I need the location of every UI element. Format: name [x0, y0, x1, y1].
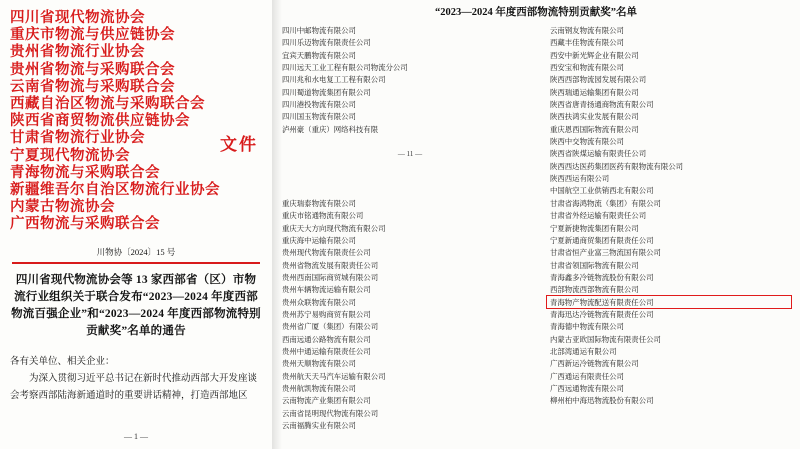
- list-item: 青海迅达冷链物流有限责任公司: [550, 309, 654, 319]
- list-item: 宜宾天鹏物流有限公司: [282, 50, 356, 60]
- list-item: 广西通运有限责任公司: [550, 371, 624, 381]
- list-item: 四川乐迈物流有限责任公司: [282, 38, 371, 48]
- list-columns: [272, 19, 800, 449]
- list-item: 贵州省广厦（集团）有限公司: [282, 322, 379, 332]
- red-header-line: 贵州省物流行业协会: [10, 44, 145, 61]
- list-item: 四川国玉物流有限公司: [282, 112, 356, 122]
- list-item: 贵州天顺物流有限公司: [282, 359, 356, 369]
- list-item: 西安中新光辉企业有限公司: [550, 50, 639, 60]
- body-line: 为深入贯彻习近平总书记在新时代推动西部大开发座谈: [29, 373, 258, 384]
- list-item: 西部物流西部物流有限公司: [550, 285, 639, 295]
- list-item: 陕西中交物流有限公司: [550, 137, 624, 147]
- document-title: 四川省现代物流协会等 13 家西部省（区）市物流行业组织关于联合发布“2023—2024 年度西部物流百强企业”和“2023—2024 年度西部物流特别贡献奖”名单的通告: [11, 273, 261, 337]
- list-item: 重庆恩西国际物流有限公司: [550, 124, 639, 134]
- list-item: 四川兆和水电复工工程有限公司: [282, 75, 386, 85]
- list-item: 云南福腾实业有限公司: [282, 421, 356, 430]
- list-item: 青海德中物流有限公司: [550, 322, 624, 332]
- list-item: 陕西西部物流园发展有限公司: [550, 75, 647, 85]
- red-header-line: 西藏自治区物流与采购联合会: [10, 96, 205, 113]
- list-item: 西安宝和物流有限公司: [550, 63, 624, 73]
- list-item: 宁夏新通商贸集团有限责任公司: [550, 235, 654, 245]
- list-item: 四川蜀道物流集团有限公司: [282, 87, 371, 97]
- list-item: 宁夏新捷物流集团有限公司: [550, 223, 639, 233]
- list-item: 青海鑫多冷链物流股份有限公司: [550, 272, 654, 282]
- list-item: 甘肃省恒产业富三物流国有限公司: [550, 248, 661, 258]
- right-document-page: [272, 0, 800, 449]
- list-item: 陕西省陕煤运输有限责任公司: [550, 149, 647, 159]
- document-number: 川物协〔2024〕15 号: [96, 246, 176, 257]
- list-item: 云南物流产业集团有限公司: [282, 396, 371, 406]
- list-item: 内蒙古亚欧国际物流有限责任公司: [550, 334, 661, 344]
- list-item: 陕西西达医药集团医药有限物流有限公司: [550, 161, 684, 171]
- column-spacer: [282, 185, 538, 197]
- document-body: [10, 354, 262, 405]
- list-item: 广西新运冷链物流有限公司: [550, 359, 639, 369]
- list-item: 西藏丰佳物流有限公司: [550, 38, 624, 48]
- list-item: 泸州豪（重庆）网络科技有限: [282, 124, 379, 134]
- column-spacer: [282, 173, 538, 185]
- red-header-line: 内蒙古物流协会: [10, 199, 115, 216]
- list-item: 西南远通公路物流有限公司: [282, 334, 371, 344]
- list-item: 陕西扶鸿实业发展有限公司: [550, 112, 639, 122]
- list-item: 贵州众联物流有限公司: [282, 297, 356, 307]
- list-item: 陕西省唐青扬通商物流有限公司: [550, 100, 654, 110]
- list-item: 贵州省物流发展有限责任公司: [282, 260, 379, 270]
- list-item: 广西远通物流有限公司: [550, 383, 624, 393]
- red-header-line: 重庆市物流与供应链协会: [10, 27, 175, 44]
- list-item: 北部湾通运有限公司: [550, 346, 617, 356]
- red-header-line: 四川省现代物流协会: [10, 10, 145, 26]
- list-column-right: [544, 25, 796, 449]
- red-header-line: 广西物流与采购联合会: [10, 216, 160, 233]
- list-item: 贵州航凯物流有限公司: [282, 383, 356, 393]
- list-item: 四川远天工业工程有限公司物流分公司: [282, 63, 408, 73]
- list-item: 甘肃省领国际物流有限公司: [550, 260, 639, 270]
- body-line: 各有关单位、相关企业：: [10, 356, 115, 367]
- list-item: 云南钢友物流有限公司: [550, 26, 624, 35]
- red-header-block: [10, 10, 262, 234]
- document-stamp-label: 文件: [220, 135, 258, 154]
- list-item: 贵州航天天马汽车运输有限公司: [282, 371, 386, 381]
- red-header-line: 新疆维吾尔自治区物流行业协会: [10, 182, 220, 199]
- list-item: 重庆瑞泰物流有限公司: [282, 198, 356, 208]
- list-item: 中国航空工业供销西北有限公司: [550, 186, 654, 196]
- left-document-page: [0, 0, 272, 449]
- list-item: 四川中邮物流有限公司: [282, 26, 356, 35]
- red-header-line: 甘肃省物流行业协会: [10, 130, 145, 147]
- list-item: 贵州现代物流有限责任公司: [282, 248, 371, 258]
- red-header-line: 青海物流与采购联合会: [10, 164, 160, 181]
- red-header-line: 云南省物流与采购联合会: [10, 78, 175, 95]
- list-item: 甘肃省外经运输有限责任公司: [550, 211, 647, 221]
- list-item-highlighted: 青海物产物流配送有限责任公司: [550, 297, 654, 307]
- red-divider-rule: [12, 262, 260, 264]
- list-item: 重庆海中运输有限公司: [282, 235, 356, 245]
- list-item: 贵州苏宁易购商贸有限公司: [282, 309, 371, 319]
- list-item: 四川港投物流有限公司: [282, 100, 356, 110]
- column-spacer: [282, 161, 538, 173]
- red-header-line: 贵州省物流与采购联合会: [10, 61, 175, 78]
- list-item: 贵州中通运输有限责任公司: [282, 346, 371, 356]
- list-column-middle: [276, 25, 538, 449]
- red-header-line: 陕西省商贸物流供应链协会: [10, 113, 190, 130]
- list-item: 甘肃省海鸿物流（集团）有限公司: [550, 198, 661, 208]
- left-page-number: — 1 —: [124, 432, 148, 441]
- list-item: 云南省昆明现代物流有限公司: [282, 408, 379, 418]
- list-item: 贵州西南国际商贸城有限公司: [282, 272, 379, 282]
- red-header-line: 宁夏现代物流协会: [10, 147, 130, 164]
- list-item: 陕西西运有限公司: [550, 174, 610, 184]
- middle-page-number: — 11 —: [397, 150, 423, 159]
- list-item: 陕西瑞通运输集团有限公司: [550, 87, 639, 97]
- list-item: 贵州车辆物流运输有限公司: [282, 285, 371, 295]
- list-item: 重庆天大方向现代物流有限公司: [282, 223, 386, 233]
- body-line: 会考察西部陆海新通道时的重要讲话精神，打造西部地区: [10, 390, 248, 401]
- list-item: 柳州柏中海迅物流股份有限公司: [550, 396, 654, 406]
- column-spacer: [282, 136, 538, 148]
- list-item: 重庆市铭通物流有限公司: [282, 211, 364, 221]
- list-title: “2023—2024 年度西部物流特别贡献奖”名单: [434, 7, 638, 18]
